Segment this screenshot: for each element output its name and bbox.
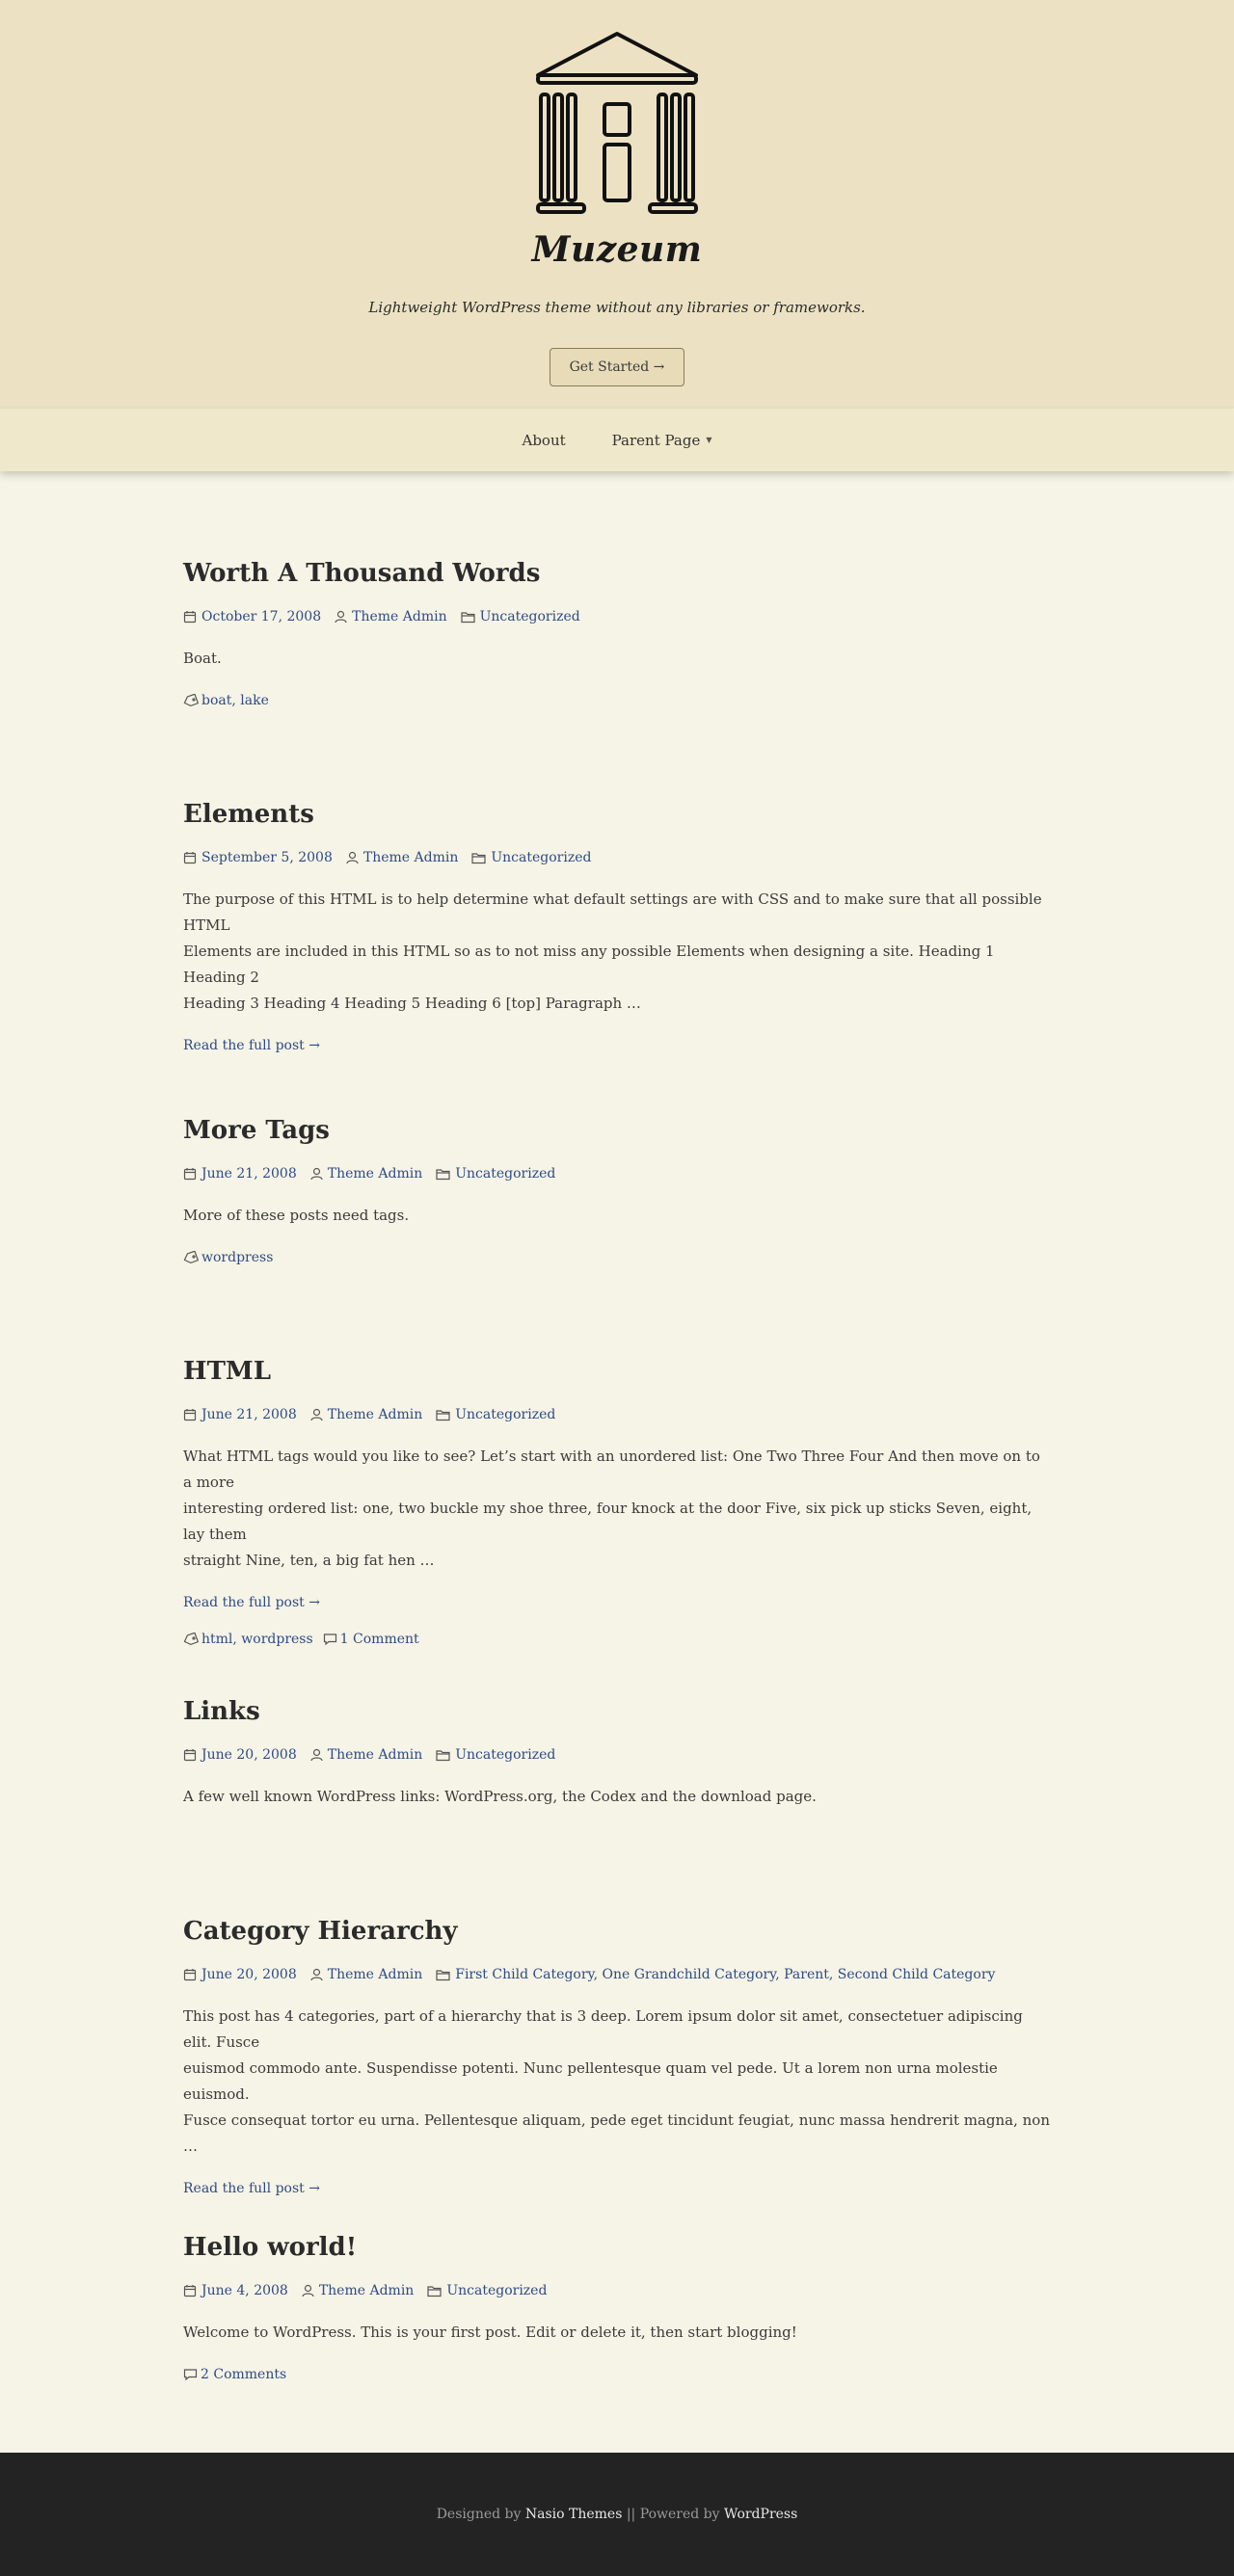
category-text: First Child Category, One Grandchild Category, Parent, Second Child Category xyxy=(455,1967,996,1982)
excerpt-line: This post has 4 categories, part of a hierarchy that is 3 deep. Lorem ipsum dolor sit amet, consectetuer adipiscing elit. Fusce xyxy=(183,2007,1023,2051)
category-text: Uncategorized xyxy=(479,609,580,624)
footer-powered-by-label: Powered by xyxy=(639,2507,720,2522)
category-text: Uncategorized xyxy=(446,2283,548,2298)
category-text: Uncategorized xyxy=(455,1166,556,1182)
date-text: June 20, 2008 xyxy=(201,1967,297,1982)
post xyxy=(183,1695,1051,1810)
post-title[interactable]: Hello world! xyxy=(183,2233,358,2262)
excerpt-line: euismod commodo ante. Suspendisse potenti. Nunc pellentesque quam vel pede. Ut a lorem non urna molestie euismod. xyxy=(183,2059,998,2103)
tags-text: html, wordpress xyxy=(201,1632,313,1647)
post-excerpt: Boat. xyxy=(183,650,222,667)
user-icon xyxy=(302,2284,314,2297)
excerpt-line: Heading 3 Heading 4 Heading 5 Heading 6 [top] Paragraph … xyxy=(183,995,641,1012)
read-more-link[interactable]: Read the full post → xyxy=(183,1595,320,1610)
post-excerpt: More of these posts need tags. xyxy=(183,1207,410,1224)
post-title[interactable]: More Tags xyxy=(183,1116,330,1145)
post xyxy=(183,1114,1051,1265)
post-author[interactable] xyxy=(310,1166,423,1182)
post-author[interactable] xyxy=(310,1967,423,1982)
excerpt-line: straight Nine, ten, a big fat hen … xyxy=(183,1552,435,1569)
date-text: June 20, 2008 xyxy=(201,1747,297,1763)
post-meta xyxy=(183,850,1051,865)
post-date[interactable] xyxy=(183,609,321,624)
post-author[interactable] xyxy=(302,2283,415,2298)
site-header xyxy=(0,0,1234,409)
folder-icon xyxy=(436,1969,450,1981)
comments-link[interactable] xyxy=(323,1632,419,1647)
footer-platform-link[interactable]: WordPress xyxy=(724,2507,798,2522)
comment-icon xyxy=(183,2368,198,2381)
category-text: Uncategorized xyxy=(455,1407,556,1422)
user-icon xyxy=(310,1968,323,1981)
folder-icon xyxy=(436,1749,450,1762)
footer-separator: || xyxy=(626,2507,636,2522)
site-description: Lightweight WordPress theme without any libraries or frameworks. xyxy=(368,299,866,316)
post-category[interactable] xyxy=(427,2283,547,2298)
author-text: Theme Admin xyxy=(352,609,447,624)
author-text: Theme Admin xyxy=(327,1407,423,1422)
caret-down-icon: ▼ xyxy=(706,436,712,444)
nav-item-about[interactable] xyxy=(522,432,565,449)
post-author[interactable] xyxy=(310,1407,423,1422)
author-text: Theme Admin xyxy=(327,1166,423,1182)
post-date[interactable] xyxy=(183,850,333,865)
folder-icon xyxy=(471,852,486,864)
post-excerpt: A few well known WordPress links: WordPress.org, the Codex and the download page. xyxy=(183,1788,817,1805)
date-text: June 21, 2008 xyxy=(201,1407,297,1422)
excerpt-line: Fusce consequat tortor eu urna. Pellentesque aliquam, pede eget tincidunt feugiat, nunc massa hendrerit magna, non … xyxy=(183,2111,1050,2155)
post-tags xyxy=(183,693,1051,708)
post xyxy=(183,798,1051,1053)
post-meta xyxy=(183,1967,1051,1982)
post-excerpt xyxy=(183,1444,1051,1574)
nav-item-label: Parent Page xyxy=(611,431,701,449)
post-date[interactable] xyxy=(183,1747,297,1763)
excerpt-line: What HTML tags would you like to see? Let’s start with an unordered list: One Two Three Four And then move on to a more xyxy=(183,1447,1040,1491)
post-author[interactable] xyxy=(335,609,447,624)
calendar-icon xyxy=(183,851,197,864)
footer-designer-link[interactable]: Nasio Themes xyxy=(524,2507,623,2522)
tag-links[interactable] xyxy=(183,1632,313,1647)
tags-text: boat, lake xyxy=(201,693,269,708)
post-meta xyxy=(183,1407,1051,1422)
post-category[interactable] xyxy=(471,850,591,865)
user-icon xyxy=(346,851,359,864)
calendar-icon xyxy=(183,2284,197,2297)
museum-logo-icon[interactable] xyxy=(0,31,1234,216)
post-tags xyxy=(183,2367,1051,2382)
post-category[interactable] xyxy=(436,1166,555,1182)
comment-icon xyxy=(323,1633,337,1646)
post-date[interactable] xyxy=(183,1967,297,1982)
post-category[interactable] xyxy=(461,609,580,624)
post-meta xyxy=(183,2283,1051,2298)
site-footer xyxy=(0,2453,1234,2576)
author-text: Theme Admin xyxy=(362,850,459,865)
site-title[interactable]: Muzeum xyxy=(531,229,703,270)
tag-icon xyxy=(183,1633,199,1646)
folder-icon xyxy=(427,2285,442,2297)
post-title[interactable]: Links xyxy=(183,1697,260,1726)
read-more-link[interactable]: Read the full post → xyxy=(183,2181,320,2196)
date-text: September 5, 2008 xyxy=(201,850,333,865)
read-more-link[interactable]: Read the full post → xyxy=(183,1038,320,1053)
user-icon xyxy=(310,1748,323,1762)
post-title[interactable]: Category Hierarchy xyxy=(183,1917,458,1946)
author-text: Theme Admin xyxy=(327,1747,423,1763)
nav-item-label: About xyxy=(522,431,566,449)
tag-links[interactable] xyxy=(183,693,269,708)
post-author[interactable] xyxy=(346,850,459,865)
calendar-icon xyxy=(183,1408,197,1421)
post-meta xyxy=(183,609,1051,624)
post-date[interactable] xyxy=(183,1407,297,1422)
author-text: Theme Admin xyxy=(318,2283,415,2298)
post-date[interactable] xyxy=(183,1166,297,1182)
folder-icon xyxy=(436,1168,450,1181)
calendar-icon xyxy=(183,1748,197,1762)
post-tags xyxy=(183,1632,1051,1647)
post-category[interactable] xyxy=(436,1407,555,1422)
post-category[interactable] xyxy=(436,1967,995,1982)
post xyxy=(183,2231,1051,2382)
tag-icon xyxy=(183,694,199,707)
post-excerpt xyxy=(183,2004,1051,2160)
calendar-icon xyxy=(183,1968,197,1981)
folder-icon xyxy=(461,611,475,624)
post-title[interactable]: HTML xyxy=(183,1357,271,1386)
post-meta xyxy=(183,1166,1051,1182)
comments-text: 1 Comment xyxy=(339,1632,419,1647)
footer-designed-by-label: Designed by xyxy=(436,2507,522,2522)
user-icon xyxy=(335,610,347,624)
post xyxy=(183,1915,1051,2196)
get-started-button[interactable]: Get Started → xyxy=(550,348,684,386)
user-icon xyxy=(310,1167,323,1181)
excerpt-line: Elements are included in this HTML so as to not miss any possible Elements when designing a site. Heading 1 Heading 2 xyxy=(183,943,995,986)
main-navigation xyxy=(0,409,1234,471)
date-text: October 17, 2008 xyxy=(201,609,322,624)
calendar-icon xyxy=(183,1167,197,1181)
post-author[interactable] xyxy=(310,1747,423,1763)
tags-text: wordpress xyxy=(201,1250,274,1265)
comments-text: 2 Comments xyxy=(201,2367,287,2382)
post xyxy=(183,557,1051,708)
author-text: Theme Admin xyxy=(327,1967,423,1982)
excerpt-line: The purpose of this HTML is to help determine what default settings are with CSS and to make sure that all possible HTML xyxy=(183,890,1042,934)
date-text: June 4, 2008 xyxy=(201,2283,288,2298)
post-category[interactable] xyxy=(436,1747,555,1763)
post-tags xyxy=(183,1250,1051,1265)
calendar-icon xyxy=(183,610,197,624)
category-text: Uncategorized xyxy=(455,1747,556,1763)
excerpt-line: interesting ordered list: one, two buckle my shoe three, four knock at the door Five, six pick up sticks Seven, eight, lay them xyxy=(183,1500,1033,1543)
comments-link[interactable] xyxy=(183,2367,286,2382)
post-date[interactable] xyxy=(183,2283,288,2298)
category-text: Uncategorized xyxy=(491,850,592,865)
post-title[interactable]: Elements xyxy=(183,800,314,829)
nav-item-parent-page[interactable] xyxy=(612,432,712,449)
tag-links[interactable] xyxy=(183,1250,273,1265)
post-title[interactable]: Worth A Thousand Words xyxy=(183,559,541,588)
date-text: June 21, 2008 xyxy=(201,1166,297,1182)
tag-icon xyxy=(183,1251,199,1264)
folder-icon xyxy=(436,1409,450,1421)
post-excerpt: Welcome to WordPress. This is your first post. Edit or delete it, then start blogging! xyxy=(183,2324,797,2341)
post xyxy=(183,1355,1051,1647)
post-excerpt xyxy=(183,887,1051,1017)
user-icon xyxy=(310,1408,323,1421)
post-meta xyxy=(183,1747,1051,1763)
